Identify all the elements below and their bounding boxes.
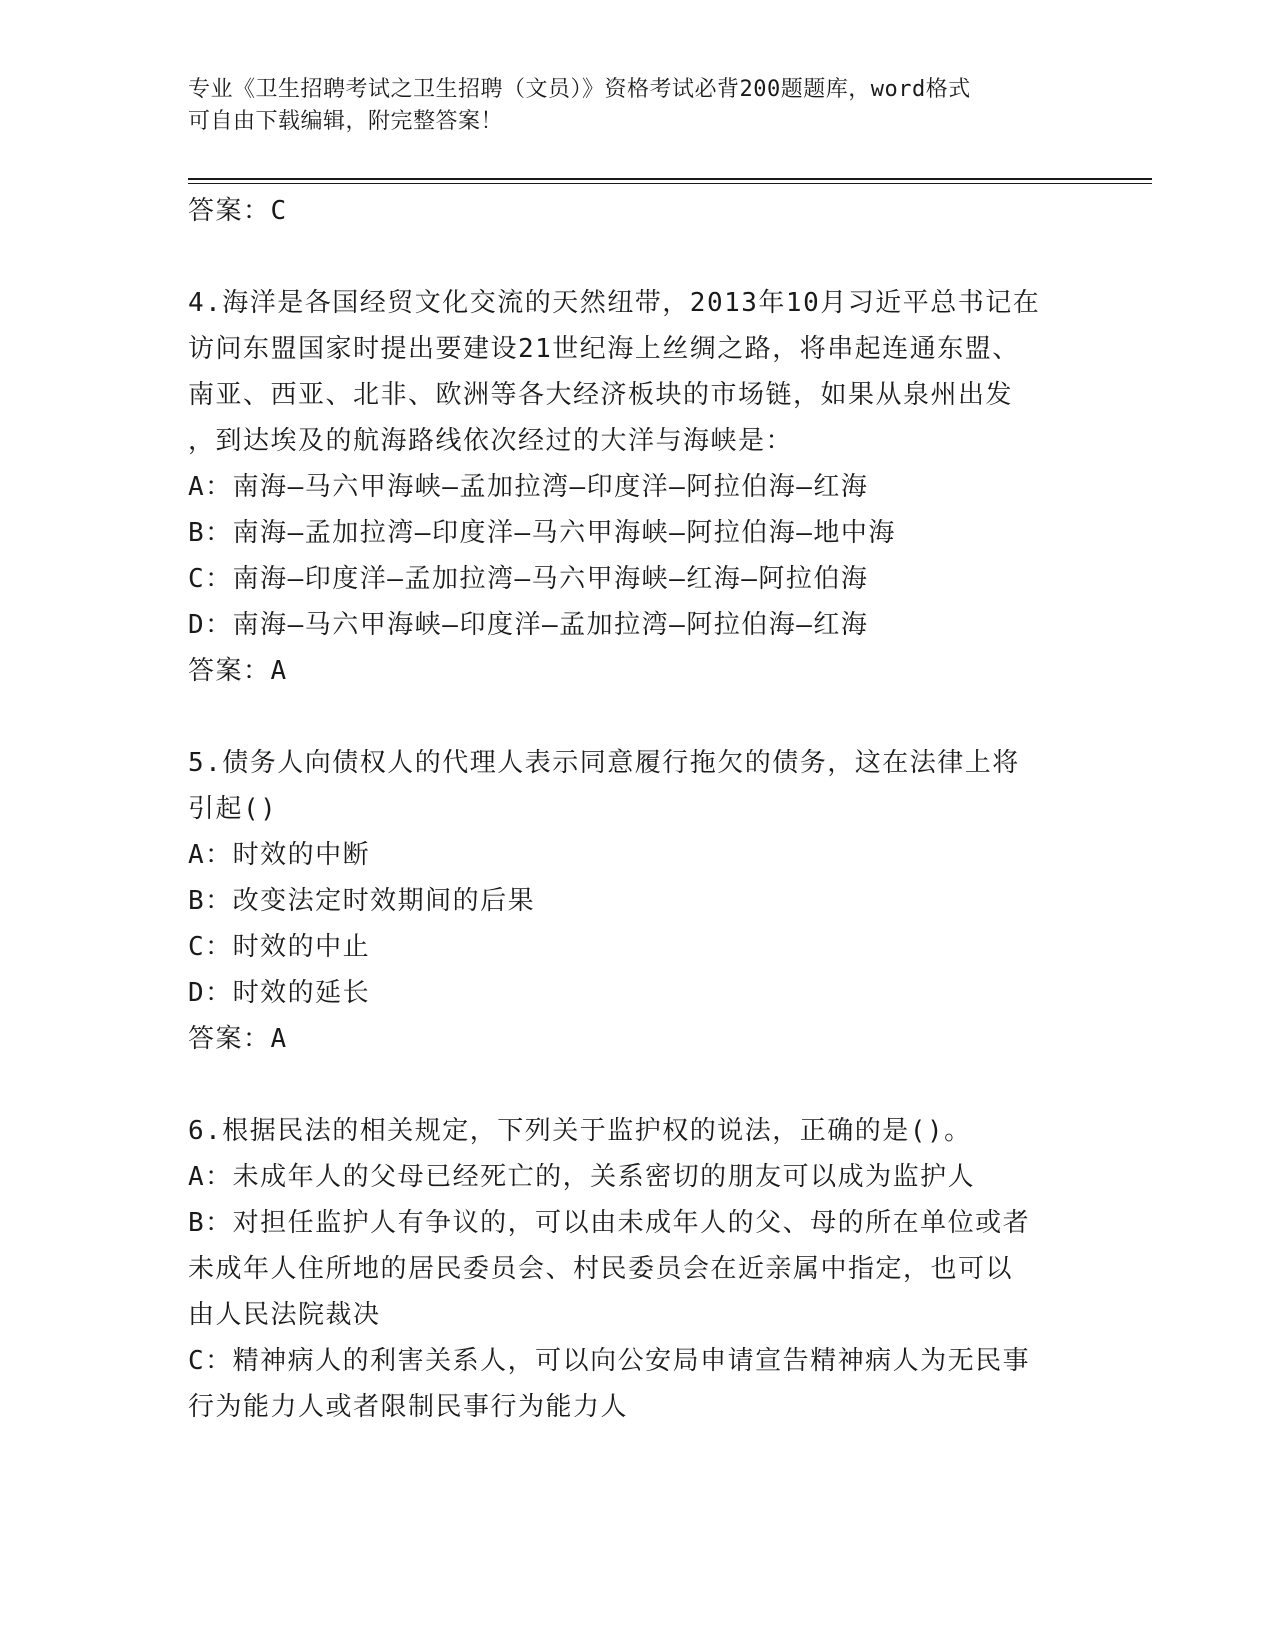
question-5-text-line-2: 引起() <box>188 794 278 824</box>
question-6-text-line-1: 6.根据民法的相关规定，下列关于监护权的说法，正确的是()。 <box>188 1116 972 1146</box>
spacer <box>188 234 1088 280</box>
question-6 <box>188 1108 1088 1430</box>
question-5-option-b: B：改变法定时效期间的后果 <box>188 886 536 916</box>
question-5-option-a: A：时效的中断 <box>188 840 371 870</box>
question-6-option-b-line-3: 由人民法院裁决 <box>188 1300 381 1330</box>
question-4-option-b: B：南海—孟加拉湾—印度洋—马六甲海峡—阿拉伯海—地中海 <box>188 518 896 548</box>
question-6-option-b-line-2: 未成年人住所地的居民委员会、村民委员会在近亲属中指定，也可以 <box>188 1254 1014 1284</box>
spacer <box>188 694 1088 740</box>
header-divider <box>188 178 1152 180</box>
question-4-text-line-1: 4.海洋是各国经贸文化交流的天然纽带，2013年10月习近平总书记在 <box>188 288 1041 318</box>
answer-previous: 答案：C <box>188 196 288 226</box>
question-5-option-d: D：时效的延长 <box>188 978 371 1008</box>
header-divider-thin <box>188 183 1152 184</box>
question-4 <box>188 280 1088 694</box>
question-6-option-c-line-1: C：精神病人的利害关系人，可以向公安局申请宣告精神病人为无民事 <box>188 1346 1031 1376</box>
question-6-option-c-line-2: 行为能力人或者限制民事行为能力人 <box>188 1392 629 1422</box>
spacer <box>188 1062 1088 1108</box>
question-5-option-c: C：时效的中止 <box>188 932 371 962</box>
question-5-answer: 答案：A <box>188 1024 288 1054</box>
page-header <box>188 74 1088 138</box>
question-6-option-a: A：未成年人的父母已经死亡的，关系密切的朋友可以成为监护人 <box>188 1162 976 1192</box>
question-5 <box>188 740 1088 1062</box>
question-4-option-a: A：南海—马六甲海峡—孟加拉湾—印度洋—阿拉伯海—红海 <box>188 472 869 502</box>
header-title-line-2: 可自由下载编辑，附完整答案！ <box>188 109 504 134</box>
question-4-option-c: C：南海—印度洋—孟加拉湾—马六甲海峡—红海—阿拉伯海 <box>188 564 869 594</box>
question-4-text-line-4: ，到达埃及的航海路线依次经过的大洋与海峡是： <box>188 426 794 456</box>
document-body <box>188 188 1088 1430</box>
question-4-option-d: D：南海—马六甲海峡—印度洋—孟加拉湾—阿拉伯海—红海 <box>188 610 869 640</box>
question-4-text-line-3: 南亚、西亚、北非、欧洲等各大经济板块的市场链，如果从泉州出发 <box>188 380 1014 410</box>
question-6-option-b-line-1: B：对担任监护人有争议的，可以由未成年人的父、母的所在单位或者 <box>188 1208 1031 1238</box>
question-4-text-line-2: 访问东盟国家时提出要建设21世纪海上丝绸之路，将串起连通东盟、 <box>188 334 1020 364</box>
question-4-answer: 答案：A <box>188 656 288 686</box>
header-title-line-1: 专业《卫生招聘考试之卫生招聘（文员）》资格考试必背200题题库，word格式 <box>188 77 971 102</box>
question-5-text-line-1: 5.债务人向债权人的代理人表示同意履行拖欠的债务，这在法律上将 <box>188 748 1020 778</box>
